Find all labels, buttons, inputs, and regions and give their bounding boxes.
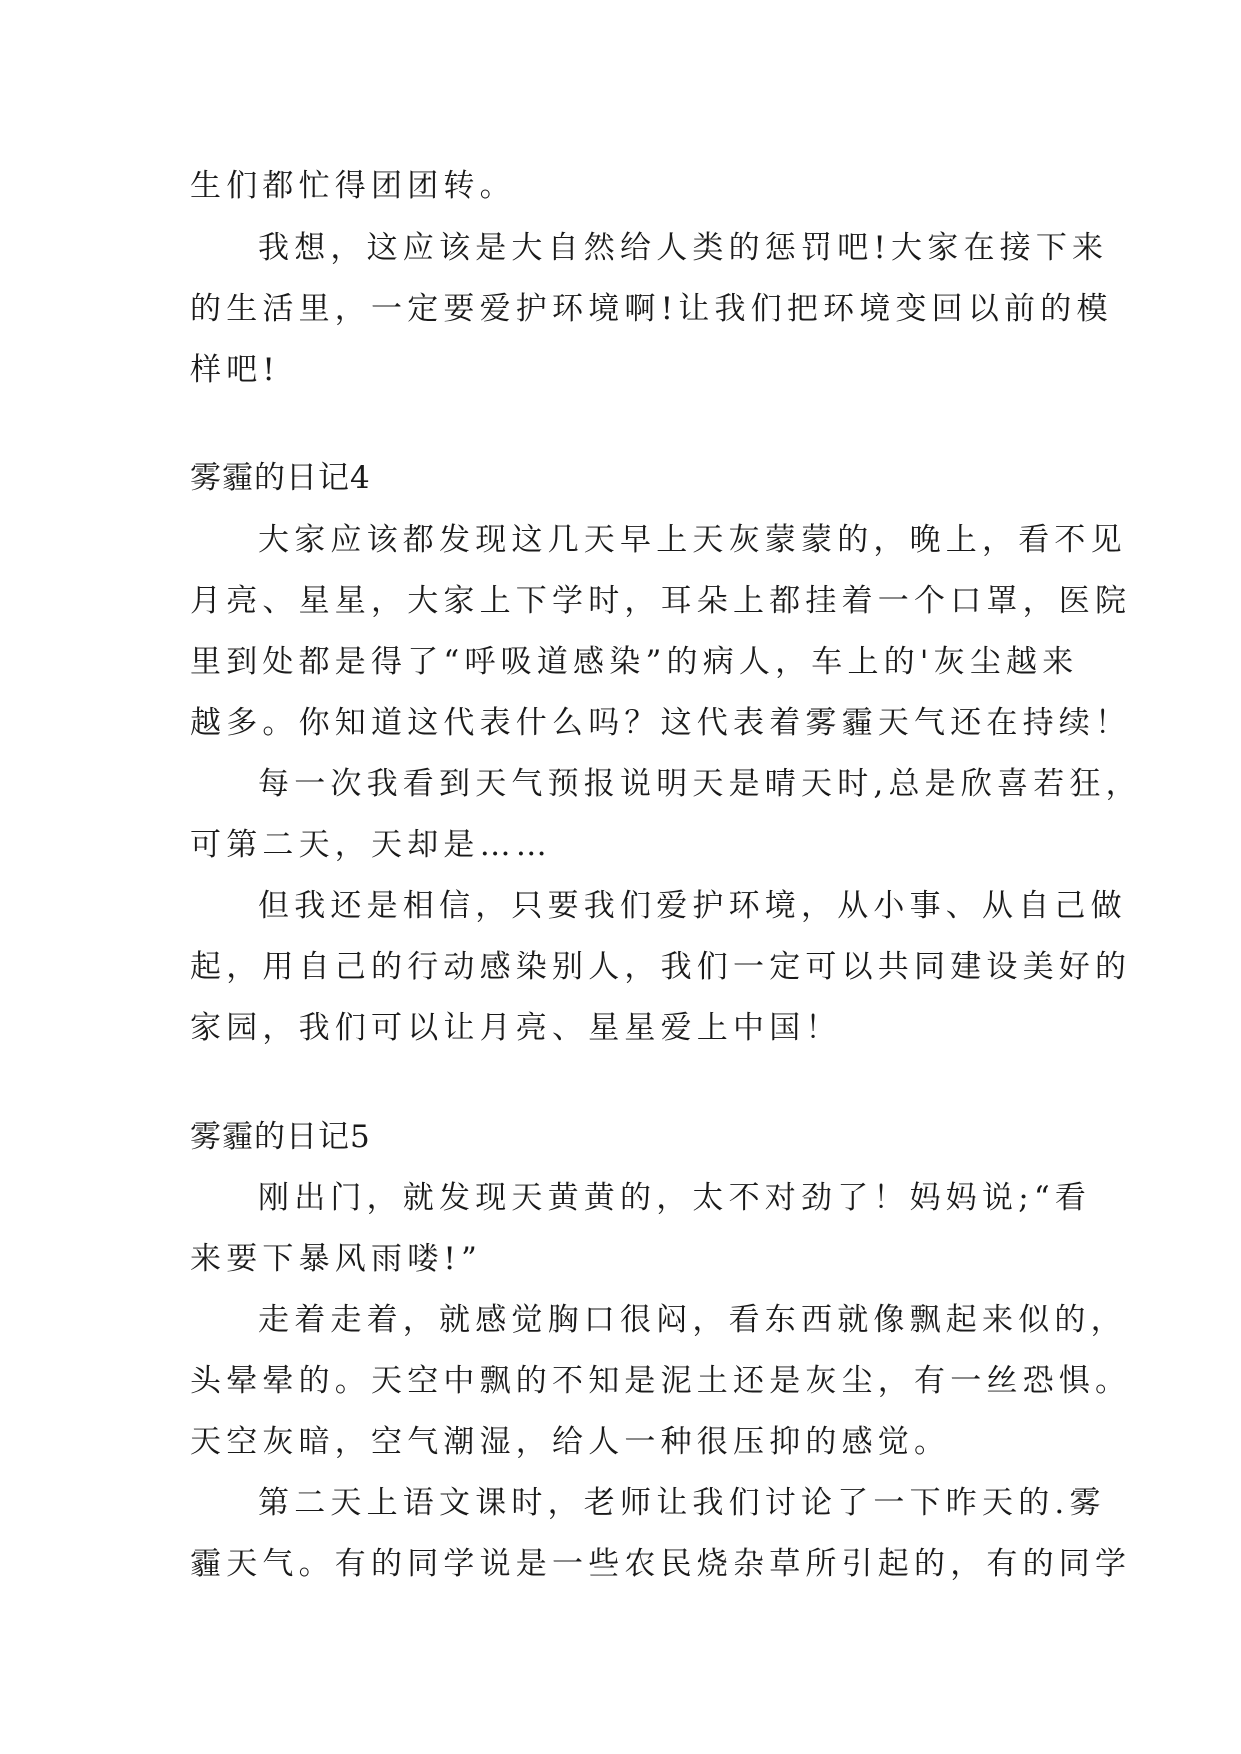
text-line: 我想，这应该是大自然给人类的惩罚吧!大家在接下来 [258,230,1109,266]
text-line: 月亮、星星，大家上下学时，耳朵上都挂着一个口罩，医院 [190,583,1132,619]
section-heading: 雾霾的日记5 [190,1119,371,1155]
text-line: 越多。你知道这代表什么吗？这代表着雾霾天气还在持续！ [190,705,1132,741]
text-line: 但我还是相信，只要我们爱护环境，从小事、从自己做 [258,888,1127,924]
text-line: 可第二天，天却是…… [190,827,552,863]
text-line: 家园，我们可以让月亮、星星爱上中国！ [190,1010,842,1046]
text-line: 里到处都是得了“呼吸道感染”的病人，车上的'灰尘越来 [190,644,1079,680]
text-line: 的生活里，一定要爱护环境啊!让我们把环境变回以前的模 [190,291,1113,327]
text-line: 头晕晕的。天空中飘的不知是泥土还是灰尘，有一丝恐惧。 [190,1363,1132,1399]
text-line: 霾天气。有的同学说是一些农民烧杂草所引起的，有的同学 [190,1546,1132,1582]
text-line: 生们都忙得团团转。 [190,168,516,204]
text-line: 刚出门，就发现天黄黄的，太不对劲了！妈妈说;“看 [258,1180,1092,1216]
text-line: 第二天上语文课时，老师让我们讨论了一下昨天的.雾 [258,1485,1106,1521]
section-heading: 雾霾的日记4 [190,460,371,496]
text-line: 每一次我看到天气预报说明天是晴天时,总是欣喜若狂， [258,766,1142,802]
text-line: 大家应该都发现这几天早上天灰蒙蒙的，晚上，看不见 [258,522,1127,558]
text-line: 样吧! [190,352,281,388]
text-line: 走着走着，就感觉胸口很闷，看东西就像飘起来似的， [258,1302,1127,1338]
text-line: 来要下暴风雨喽!” [190,1241,483,1277]
text-line: 起，用自己的行动感染别人，我们一定可以共同建设美好的 [190,949,1132,985]
text-line: 天空灰暗，空气潮湿，给人一种很压抑的感觉。 [190,1424,951,1460]
